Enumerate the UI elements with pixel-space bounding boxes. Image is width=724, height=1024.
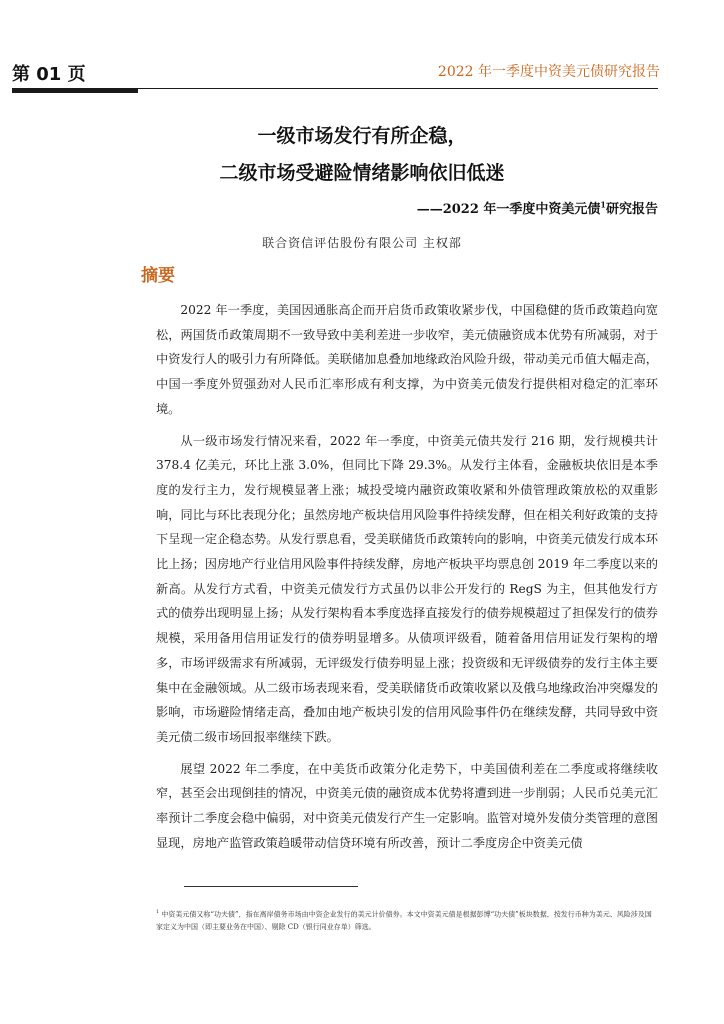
subtitle-text: ——2022 年一季度中资美元债 — [416, 202, 601, 217]
page-number: 第 01 页 — [12, 64, 86, 85]
report-running-title: 2022 年一季度中资美元债研究报告 — [437, 64, 660, 80]
footnote — [156, 906, 656, 934]
subtitle — [417, 198, 658, 217]
header-thin-rule — [138, 88, 658, 89]
header-thick-rule — [12, 88, 138, 93]
footnote-divider — [184, 886, 358, 887]
abstract-body — [156, 298, 658, 862]
author-line: 联合资信评估股份有限公司 主权部 — [262, 236, 462, 250]
footnote-reference: 1 — [600, 199, 606, 210]
headline-line-2: 二级市场受避险情绪影响依旧低迷 — [219, 162, 505, 184]
page-header — [0, 0, 724, 100]
abstract-paragraph-1: 2022 年一季度，美国因通胀高企而开启货币政策收紧步伐，中国稳健的货币政策趋向宽松，两国货币政策周期不一致导致中美利差进一步收窄，美元债融资成本优势有所减弱，对于中资发行人的吸引力有所降低。美联储加息叠加地缘政治风险升级，带动美元币值大幅走高，中国一季度外贸强劲对人民币汇率形成有利支撑，为中资美元债发行提供相对稳定的汇率环境。 — [156, 303, 658, 416]
abstract-paragraph-2: 从一级市场发行情况来看，2022 年一季度，中资美元债共发行 216 期，发行规模共计 378.4 亿美元，环比上涨 3.0%，但同比下降 29.3%。从发行主体看，金融板块依旧是本季度的发行主力，发行规模显著上涨；城投受境内融资政策收紧和外债管理政策放松的双重影响，同比与环比表现分化；虽然房地产板块信用风险事件持续发酵，但在相关利好政策的支持下呈现一定企稳态势。从发行票息看，受美联储货币政策转向的影响，中资美元债发行成本环比上扬；因房地产行业信用风险事件持续发酵，房地产板块平均票息创 2019 年二季度以来的新高。从发行方式看，中资美元债发行方式虽仍以非公开发行的 RegS 为主，但其他发行方式的债券出现明显上扬；从发行架构看本季度选择直接发行的债券规模超过了担保发行的债券规模，采用备用信用证发行的债券明显增多。从债项评级看，随着备用信用证发行架构的增多，市场评级需求有所减弱，无评级发行债券明显上涨；投资级和无评级债券的发行主体主要集中在金融领域。从二级市场表现来看，受美联储货币政策收紧以及俄乌地缘政治冲突爆发的影响，市场避险情绪走高，叠加由地产板块引发的信用风险事件仍在继续发酵，共同导致中资美元债二级市场回报率继续下跌。 — [156, 433, 658, 744]
abstract-paragraph-3: 展望 2022 年二季度，在中美货币政策分化走势下，中美国债利差在二季度或将继续收窄，甚至会出现倒挂的情况，中资美元债的融资成本优势将遭到进一步削弱；人民币兑美元汇率预计二季度会稳中偏弱，对中资美元债发行产生一定影响。监管对境外发债分类管理的意图显现，房地产监管政策趋暖带动信贷环境有所改善，预计二季度房企中资美元债 — [156, 761, 658, 850]
headline-line-1: 一级市场发行有所企稳， — [257, 125, 467, 147]
footnote-text: 中资美元债又称“功夫债”，指在离岸债务市场由中资企业发行的美元计价债券。本文中资美元债是根据彭博“功夫债”板块数据，按发行币种为美元、风险涉及国家定义为中国（即主要业务在中国）、剔除 CD（银行同业存单）筛选。 — [156, 910, 652, 932]
footnote-mark: 1 — [156, 909, 160, 915]
subtitle-tail: 研究报告 — [605, 202, 658, 217]
abstract-heading: 摘要 — [141, 266, 175, 286]
